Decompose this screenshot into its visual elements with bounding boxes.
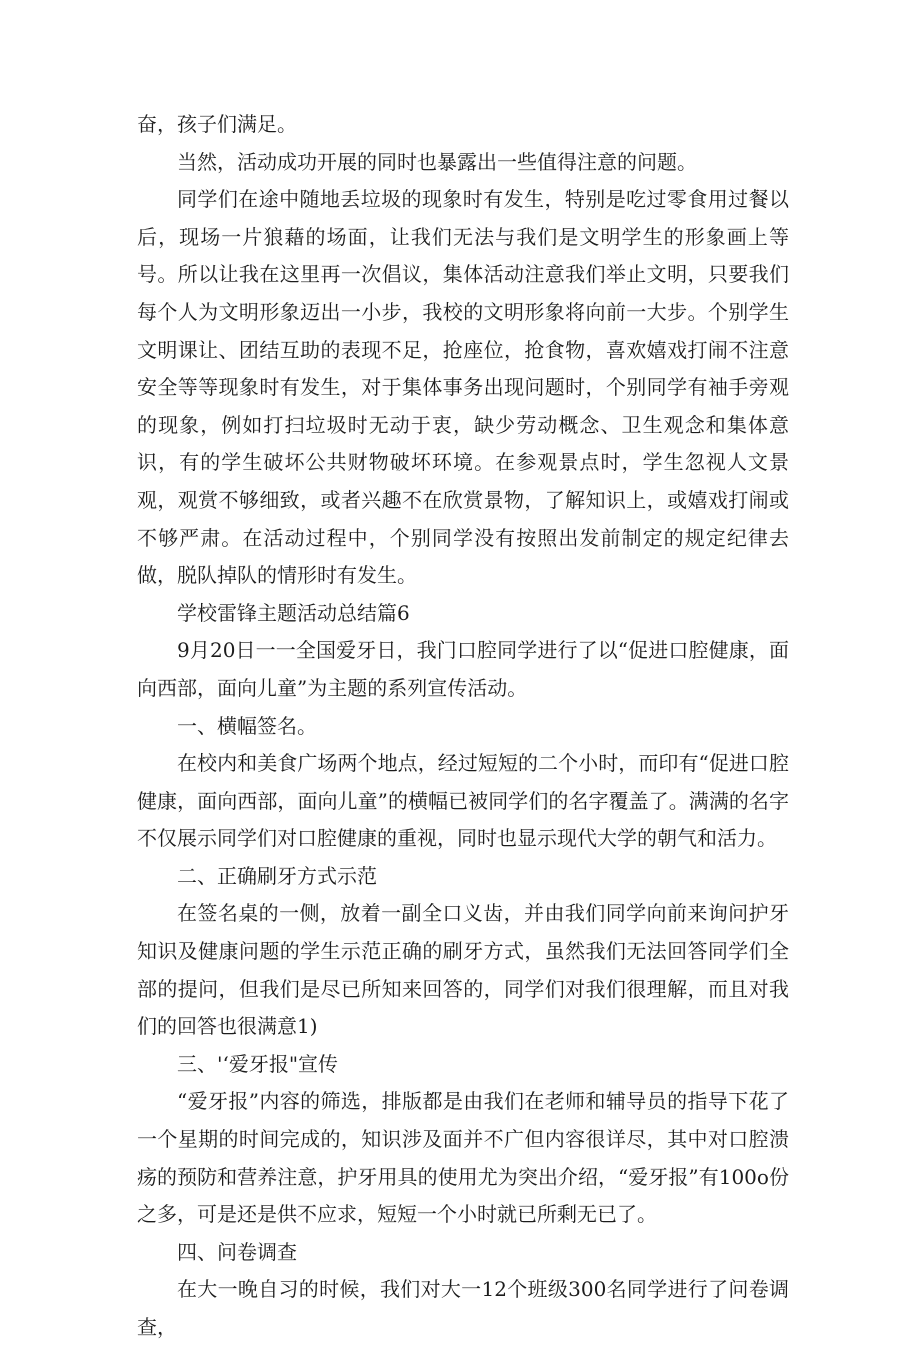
paragraph-newsletter: “爱牙报”内容的筛选，排版都是由我们在老师和辅导员的指导下花了一个星期的时间完成的，知识涉及面并不广但内容很详尽，其中对口腔溃疡的预防和营养注意，护牙用具的使用尤为突出介绍，“爱牙报”有100o份之多，可是还是供不应求，短短一个小时就已所剩无已了。: [137, 1089, 789, 1227]
paragraph-survey: 在大一晚自习的时候，我们对大一12个班级300名同学进行了问卷调查，: [137, 1277, 789, 1339]
paragraph-continuation: 奋，孩子们满足。: [137, 112, 297, 136]
paragraph-brushing-demo: 在签名桌的一侧，放着一副全口义齿，并由我们同学向前来询问护牙知识及健康问题的学生示范正确的刷牙方式，虽然我们无法回答同学们全部的提问，但我们是尽已所知来回答的，同学们对我们很理解，而且对我们的回答也很满意1): [137, 901, 789, 1039]
subheading-banner-signing: 一、横幅签名。: [177, 713, 317, 738]
section-title: 学校雷锋主题活动总结篇6: [177, 600, 410, 625]
subheading-newsletter: 三、'‘爱牙报"宣传: [177, 1051, 339, 1076]
paragraph-tooth-day-intro: 9月20日一一全国爱牙日，我门口腔同学进行了以“促进口腔健康，面向西部，面向儿童”为主题的系列宣传活动。: [137, 638, 789, 700]
paragraph-problems-detail: 同学们在途中随地丢垃圾的现象时有发生，特别是吃过零食用过餐以后，现场一片狼藉的场面，让我们无法与我们是文明学生的形象画上等号。所以让我在这里再一次倡议，集体活动注意我们举止文明，只要我们每个人为文明形象迈出一小步，我校的文明形象将向前一大步。个别学生文明课让、团结互助的表现不足，抢座位，抢食物，喜欢嬉戏打闹不注意安全等等现象时有发生，对于集体事务出现问题时，个别同学有袖手旁观的现象，例如打扫垃圾时无动于衷，缺少劳动概念、卫生观念和集体意识，有的学生破坏公共财物破坏环境。在参观景点时，学生忽视人文景观，观赏不够细致，或者兴趣不在欣赏景物，了解知识上，或嬉戏打闹或不够严肃。在活动过程中，个别同学没有按照出发前制定的规定纪律去做，脱队掉队的情形时有发生。: [137, 187, 789, 588]
document-body: [137, 106, 789, 1347]
subheading-survey: 四、问卷调查: [177, 1239, 297, 1264]
paragraph-problems-intro: 当然，活动成功开展的同时也暴露出一些值得注意的问题。: [177, 149, 697, 174]
paragraph-banner-signing: 在校内和美食广场两个地点，经过短短的二个小时，而印有“促进口腔健康，面向西部，面向儿童”的横幅已被同学们的名字覆盖了。满满的名字不仅展示同学们对口腔健康的重视，同时也显示现代大学的朝气和活力。: [137, 751, 789, 851]
subheading-brushing-demo: 二、正确刷牙方式示范: [177, 863, 377, 888]
